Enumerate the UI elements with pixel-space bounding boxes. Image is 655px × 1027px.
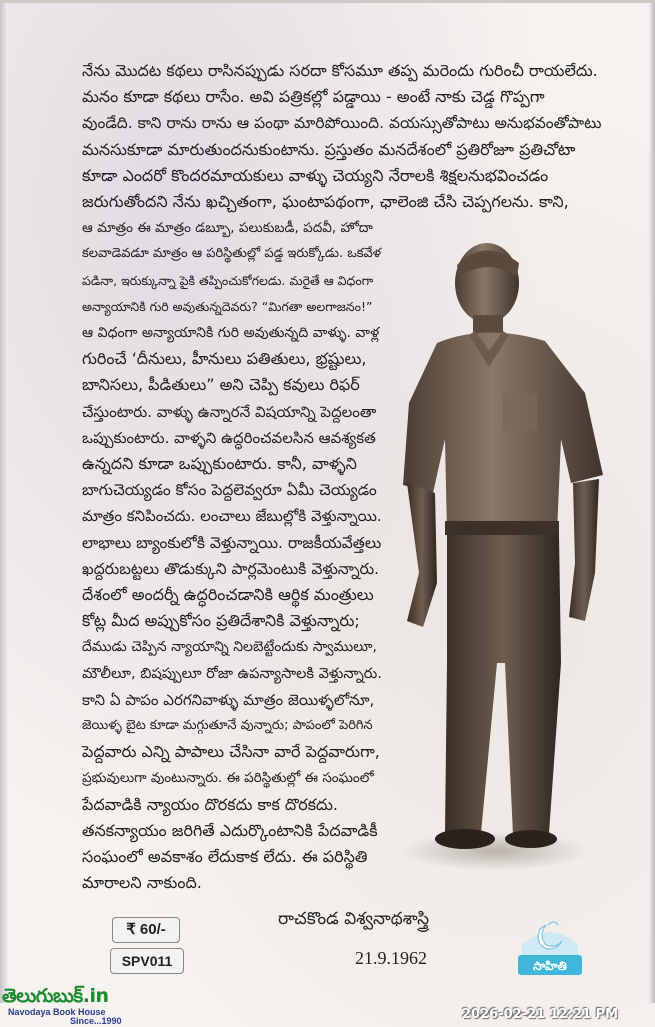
body-text-line: పడినా, ఇరుక్కున్నా పైకి తప్పించుకోగలడు. మరైతే ఆ విధంగా bbox=[82, 272, 374, 288]
body-text-line: వుండేది. కాని రాను రాను ఆ పంథా మారిపోయింది. వయస్సుతోపాటు అనుభవంతోపాటు bbox=[82, 114, 602, 133]
body-text-line: బానిసలు, పీడితులు” అని చెప్పి కవులు రిఫర్ bbox=[82, 375, 360, 395]
body-text-line: ఆ మాత్రం ఈ మాత్రం డబ్బూ, పలుకుబడీ, పదవీ, హోదా bbox=[82, 220, 373, 237]
body-text-line: ఒప్పుకుంటారు. వాళ్ళని ఉద్ధరించవలసిన ఆవశ్యకత bbox=[82, 428, 376, 447]
body-text-line: సంఘంలో అవకాశం లేదుకాక లేదు. ఈ పరిస్థితి bbox=[82, 847, 368, 866]
right-page-edge bbox=[649, 3, 655, 1003]
brand-name: తెలుగుబుక్.in bbox=[2, 985, 109, 1007]
brand-since: Since...1990 bbox=[70, 1016, 122, 1026]
body-text-line: కోట్ల మీద అప్పుకోసం ప్రతిదేశానికి వెళ్తున్నారు; bbox=[82, 611, 360, 631]
brand-subtitle: Navodaya Book House bbox=[8, 1007, 106, 1017]
body-text-line: గురించే ‘దీనులు, హీనులు పతితులు, భ్రష్టులు, bbox=[82, 349, 367, 369]
body-text-line: మౌలీలూ, బిషప్పులూ రోజా ఉపన్యాసాలకి వెళ్తున్నారు. bbox=[82, 665, 382, 682]
website-brand bbox=[2, 985, 142, 1027]
body-text-line: కాని ఏ పాపం ఎరగనివాళ్ళు మాత్రం జెయిళ్ళలోనూ, bbox=[82, 690, 375, 709]
publisher-logo bbox=[512, 915, 588, 979]
body-text-line: మనం కూడా కథలు రాసేం. అవి పత్రికల్లో పడ్డాయి - అంటే నాకు చెడ్డ గొప్పగా bbox=[82, 87, 545, 107]
body-text-line: దేశంలో అందర్నీ ఉద్ధరించడానికి ఆర్థిక మంత్రులు bbox=[82, 585, 374, 604]
body-text-line: ఆ విధంగా అన్యాయానికి గురి అవుతున్నది వాళ్ళు. వాళ్ల bbox=[82, 325, 380, 341]
product-code-label: SPV011 bbox=[110, 948, 184, 974]
body-text-line: ఖద్దరుబట్టలు తొడుక్కుని పార్లమెంటుకి వెళ్తున్నారు. bbox=[82, 559, 380, 578]
body-text-line: ప్రభువులుగా వుంటున్నారు. ఈ పరిస్థితుల్లో ఈ సంఘంలో bbox=[82, 770, 374, 787]
body-text-line: నేను మొదట కథలు రాసినప్పుడు సరదా కోసమూ తప్ప మరెందు గురించీ రాయలేదు. bbox=[82, 61, 598, 80]
body-text-line: తనకన్యాయం జరిగితే ఎదుర్కొంటానికి పేదవాడికీ bbox=[82, 820, 378, 840]
body-text-line: మాత్రం కనిపించదు. లంచాలు జేబుల్లోకి వెళ్తున్నాయి. bbox=[82, 507, 382, 526]
body-text-line: లాభాలు బ్యాంకులోకి వెళ్తున్నాయి. రాజకీయవేత్తలు bbox=[82, 533, 382, 552]
price-label: ₹ 60/- bbox=[112, 917, 180, 943]
body-text-line: మనసుకూడా మారుతుందనుకుంటాను. ప్రస్తుతం మనదేశంలో ప్రతిరోజూ ప్రతిచోటా bbox=[82, 139, 576, 159]
body-text-line: అన్యాయానికి గురి అవుతున్నదెవరు? “మిగతా అలగాజనం!” bbox=[82, 298, 373, 314]
photo-timestamp: 2026-02-21 12:21 PM bbox=[462, 1007, 619, 1022]
date: 21.9.1962 bbox=[355, 948, 427, 968]
statue-image bbox=[385, 243, 625, 883]
left-page-edge bbox=[0, 3, 8, 1003]
publisher-logo-text: సాహితి bbox=[533, 959, 567, 973]
author-signature: రాచకొండ విశ్వనాథశాస్త్రి bbox=[278, 909, 430, 929]
body-text-line: పేదవాడికి న్యాయం దొరకదు కాక దొరకదు. bbox=[82, 794, 338, 814]
body-text-line: జరుగుతోందని నేను ఖచ్చితంగా, ఘంటాపథంగా, ఛాలెంజి చేసి చెప్పగలను. కాని, bbox=[82, 192, 569, 211]
body-text-line: బాగుచెయ్యడం కోసం పెద్దలెవ్వరూ ఏమీ చెయ్యడం bbox=[82, 481, 377, 500]
body-text-line: చేస్తుంటారు. వాళ్ళు ఉన్నారనే విషయాన్ని పెద్దలంతా bbox=[82, 402, 377, 421]
body-text-line: కలవాడెవడూ మాత్రం ఆ పరిస్థితుల్లో పడ్డ ఇరుక్కోడు. ఒకవేళ bbox=[82, 246, 382, 262]
body-text-line: ఉన్నదని కూడా ఒప్పుకుంటారు. కానీ, వాళ్ళని bbox=[82, 454, 357, 473]
body-text-line: మారాలని నాకుంది. bbox=[82, 873, 202, 893]
body-text-line: జెయిళ్ళ బైట కూడా మగ్గుతూనే వున్నారు; పాపంలో పెరిగిన bbox=[82, 718, 373, 733]
body-text-line: కూడా ఎందరో కొందరమాయకులు వాళ్ళు చెయ్యని నేరాలకి శిక్షలనుభవించడం bbox=[82, 165, 549, 185]
body-text-line: పెద్దవారు ఎన్ని పాపాలు చేసినా వారే పెద్దవారుగా, bbox=[82, 742, 380, 762]
body-text-line: దేముడు చెప్పిన న్యాయాన్ని నిలబెట్టేందుకు స్వాములూ, bbox=[82, 639, 377, 656]
